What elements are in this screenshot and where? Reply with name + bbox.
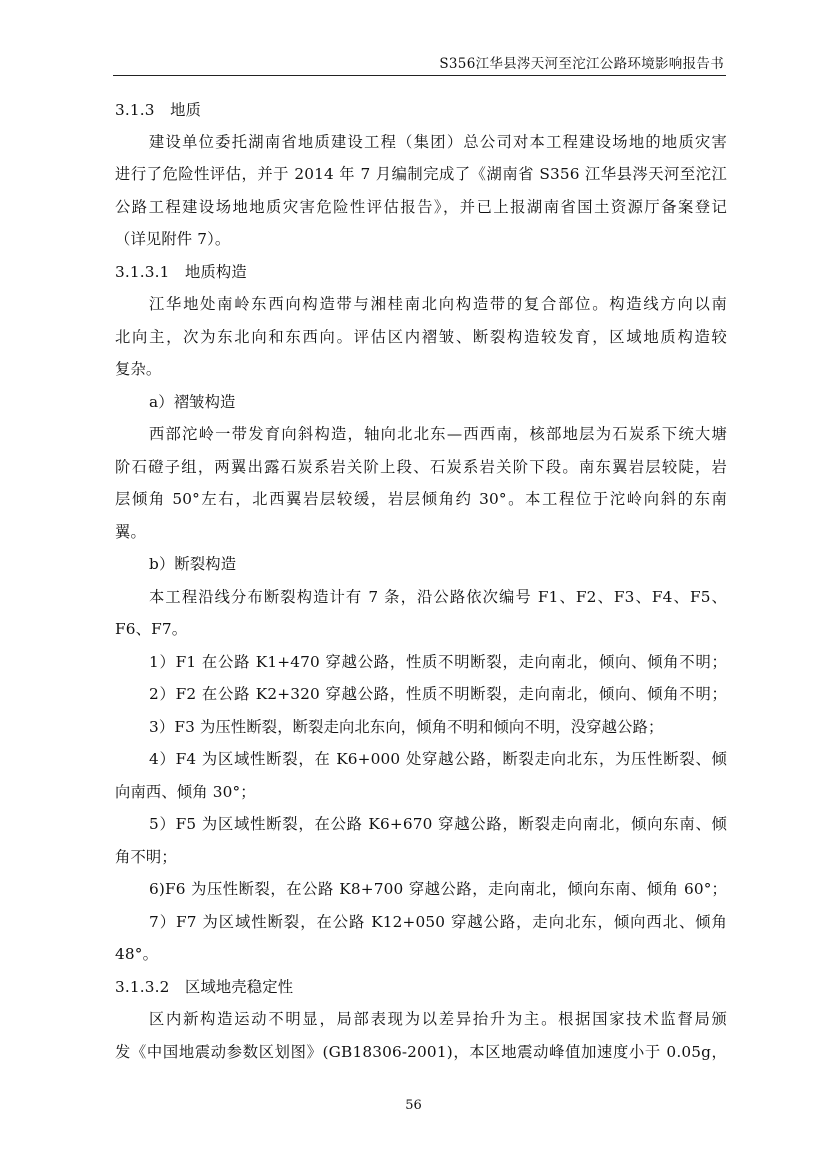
list-item: 6)F6 为压性断裂，在公路 K8+700 穿越公路，走向南北，倾向东南、倾角 60°； xyxy=(149,880,727,898)
paragraph-line: 西部沱岭一带发育向斜构造，轴向北北东—西西南，核部地层为石炭系下统大塘 xyxy=(149,425,727,443)
subheading-fold: a）褶皱构造 xyxy=(149,393,236,411)
list-item: 2）F2 在公路 K2+320 穿越公路，性质不明断裂，走向南北，倾向、倾角不明； xyxy=(149,685,727,703)
paragraph-line: 建设单位委托湖南省地质建设工程（集团）总公司对本工程建设场地的地质灾害 xyxy=(149,133,727,151)
section-heading-3-1-3: 3.1.3 地质 xyxy=(115,101,202,119)
paragraph-line: 进行了危险性评估，并于 2014 年 7 月编制完成了《湖南省 S356 江华县涔天河至沱江 xyxy=(115,165,727,183)
list-item: 4）F4 为区域性断裂，在 K6+000 处穿越公路，断裂走向北东，为压性断裂、倾 xyxy=(149,750,727,768)
paragraph-line: 复杂。 xyxy=(115,360,162,378)
subheading-fault: b）断裂构造 xyxy=(149,555,237,573)
paragraph-line: 北向主，次为东北向和东西向。评估区内褶皱、断裂构造较发育，区域地质构造较 xyxy=(115,328,727,346)
paragraph-line: 区内新构造运动不明显，局部表现为以差异抬升为主。根据国家技术监督局颁 xyxy=(149,1010,727,1028)
paragraph-line: F6、F7。 xyxy=(115,620,188,638)
paragraph-line: （详见附件 7）。 xyxy=(115,230,231,248)
list-item-continuation: 角不明； xyxy=(115,848,177,866)
paragraph-line: 层倾角 50°左右，北西翼岩层较缓，岩层倾角约 30°。本工程位于沱岭向斜的东南 xyxy=(115,490,727,508)
list-item-continuation: 48°。 xyxy=(115,945,159,963)
running-header: S356江华县涔天河至沱江公路环境影响报告书 xyxy=(439,56,724,72)
paragraph-line: 公路工程建设场地地质灾害危险性评估报告》，并已上报湖南省国土资源厅备案登记 xyxy=(115,198,727,216)
header-rule xyxy=(113,75,726,76)
list-item: 3）F3 为压性断裂，断裂走向北东向，倾角不明和倾向不明，没穿越公路； xyxy=(149,718,664,736)
paragraph-line: 江华地处南岭东西向构造带与湘桂南北向构造带的复合部位。构造线方向以南 xyxy=(149,295,727,313)
section-heading-3-1-3-2: 3.1.3.2 区域地壳稳定性 xyxy=(115,978,294,996)
list-item: 5）F5 为区域性断裂，在公路 K6+670 穿越公路，断裂走向南北，倾向东南、倾 xyxy=(149,815,727,833)
paragraph-line: 阶石磴子组，两翼出露石炭系岩关阶上段、石炭系岩关阶下段。南东翼岩层较陡，岩 xyxy=(115,458,727,476)
list-item: 7）F7 为区域性断裂，在公路 K12+050 穿越公路，走向北东，倾向西北、倾角 xyxy=(149,913,727,931)
page-number: 56 xyxy=(405,1098,422,1113)
paragraph-line: 发《中国地震动参数区划图》(GB18306-2001)，本区地震动峰值加速度小于 0.05g， xyxy=(115,1043,727,1061)
list-item-continuation: 向南西、倾角 30°； xyxy=(115,783,256,801)
paragraph-line: 本工程沿线分布断裂构造计有 7 条，沿公路依次编号 F1、F2、F3、F4、F5、 xyxy=(149,588,727,606)
list-item: 1）F1 在公路 K1+470 穿越公路，性质不明断裂，走向南北，倾向、倾角不明； xyxy=(149,653,727,671)
section-heading-3-1-3-1: 3.1.3.1 地质构造 xyxy=(115,263,247,281)
paragraph-line: 翼。 xyxy=(115,523,146,541)
